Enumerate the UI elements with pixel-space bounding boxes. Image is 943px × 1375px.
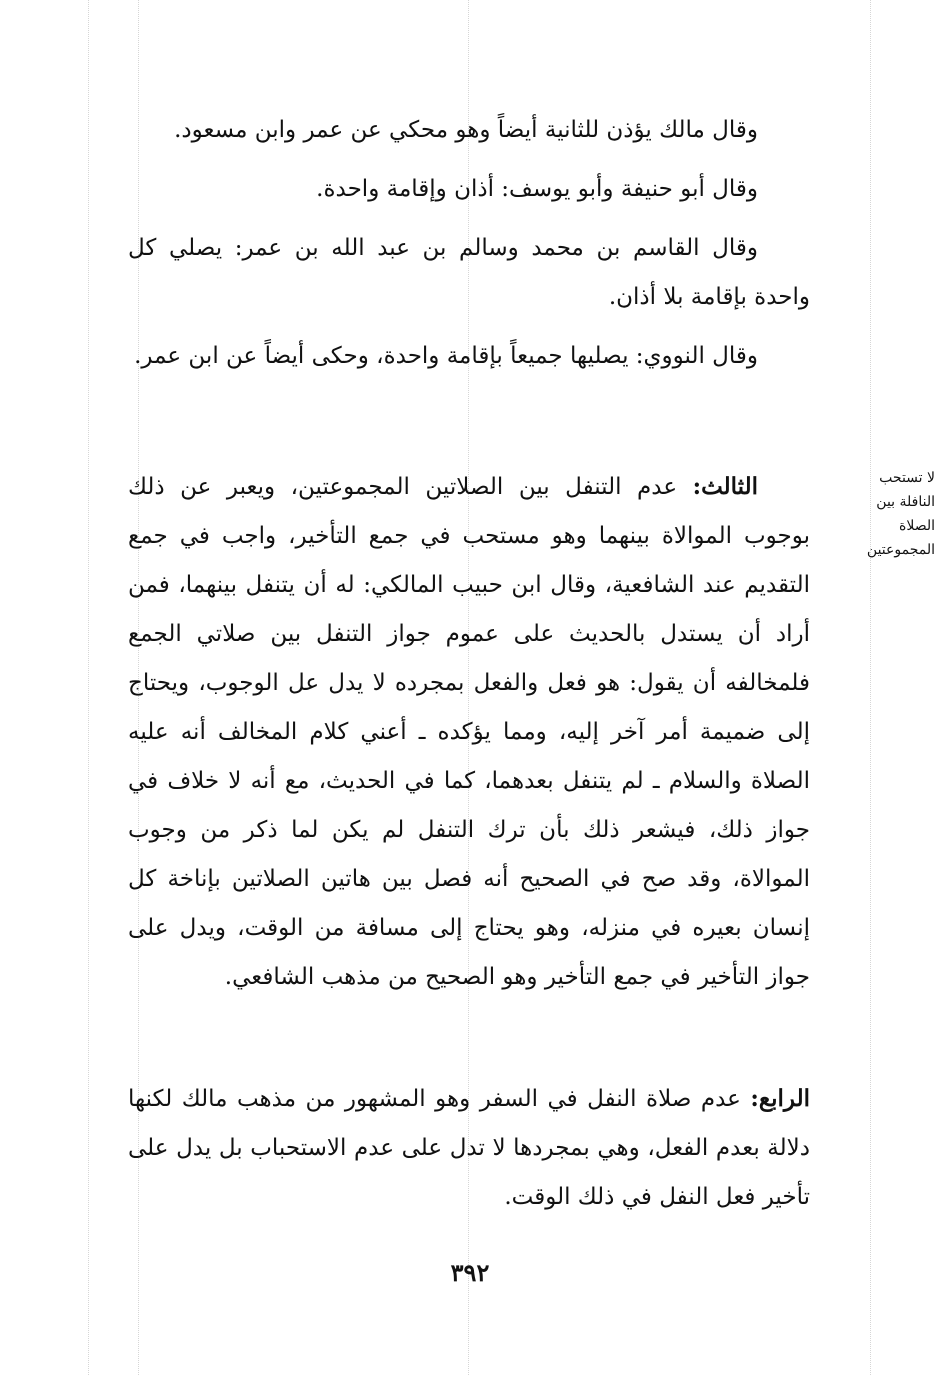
section-third [128,462,810,1002]
opening-paragraphs [128,106,810,381]
third-lead: الثالث: [692,473,759,500]
paragraph-qasim: وقال القاسم بن محمد وسالم بن عبد الله بن عمر: يصلي كل واحدة بإقامة بلا أذان. [128,235,810,310]
margin-note-line: الصلاة [899,518,935,534]
third-body: عدم التنفل بين الصلاتين المجموعتين، ويعبر عن ذلك بوجوب الموالاة بينهما وهو مستحب في جمع التأخير، واجب في جمع التقديم عند الشافعية، وقال ابن حبيب المالكي: له أن يتنفل بينهما، فمن أراد أن يستدل بالحديث على عموم جواز التنفل بين صلاتي الجمع فلمخالفه أن يقول: هو فعل والفعل بمجرده لا يدل عل الوجوب، ويحتاج إلى ضميمة أمر آخر إليه، ومما يؤكده ـ أعني كلام المخالف أنه عليه الصلاة والسلام ـ لم يتنفل بعدهما، كما في الحديث، مع أنه لا خلاف في جواز ذلك، فيشعر ذلك بأن ترك التنفل لم يكن لما ذكر من وجوب الموالاة، وقد صح في الصحيح أنه فصل بين هاتين الصلاتين بإناخة كل إنسان بعيره في منزله، وهو يحتاج إلى مسافة من الوقت، ويدل على جواز التأخير في جمع التأخير وهو الصحيح من مذهب الشافعي. [128,474,810,990]
margin-note [817,466,935,562]
section-fourth [128,1074,810,1222]
scan-grid-line [870,0,871,1375]
paragraph-fourth [128,1074,810,1222]
fourth-lead: الرابع: [750,1085,810,1112]
scan-grid-line [88,0,89,1375]
paragraph-abu-hanifa: وقال أبو حنيفة وأبو يوسف: أذان وإقامة واحدة. [316,176,758,202]
paragraph-malik: وقال مالك يؤذن للثانية أيضاً وهو محكي عن عمر وابن مسعود. [174,117,758,143]
margin-note-line: المجموعتين [866,542,935,558]
paragraph-third [128,462,810,1002]
paragraph-nawawi: وقال النووي: يصليها جميعاً بإقامة واحدة، وحكى أيضاً عن ابن عمر. [134,343,758,369]
fourth-body: عدم صلاة النفل في السفر وهو المشهور من مذهب مالك لكنها دلالة بعدم الفعل، وهي بمجردها لا تدل على عدم الاستحباب بل يدل على تأخير فعل النفل في ذلك الوقت. [128,1086,810,1210]
page-number: ٣٩٢ [450,1258,490,1287]
margin-note-line: النافلة بين [876,494,935,510]
margin-note-line: لا تستحب [879,470,935,486]
